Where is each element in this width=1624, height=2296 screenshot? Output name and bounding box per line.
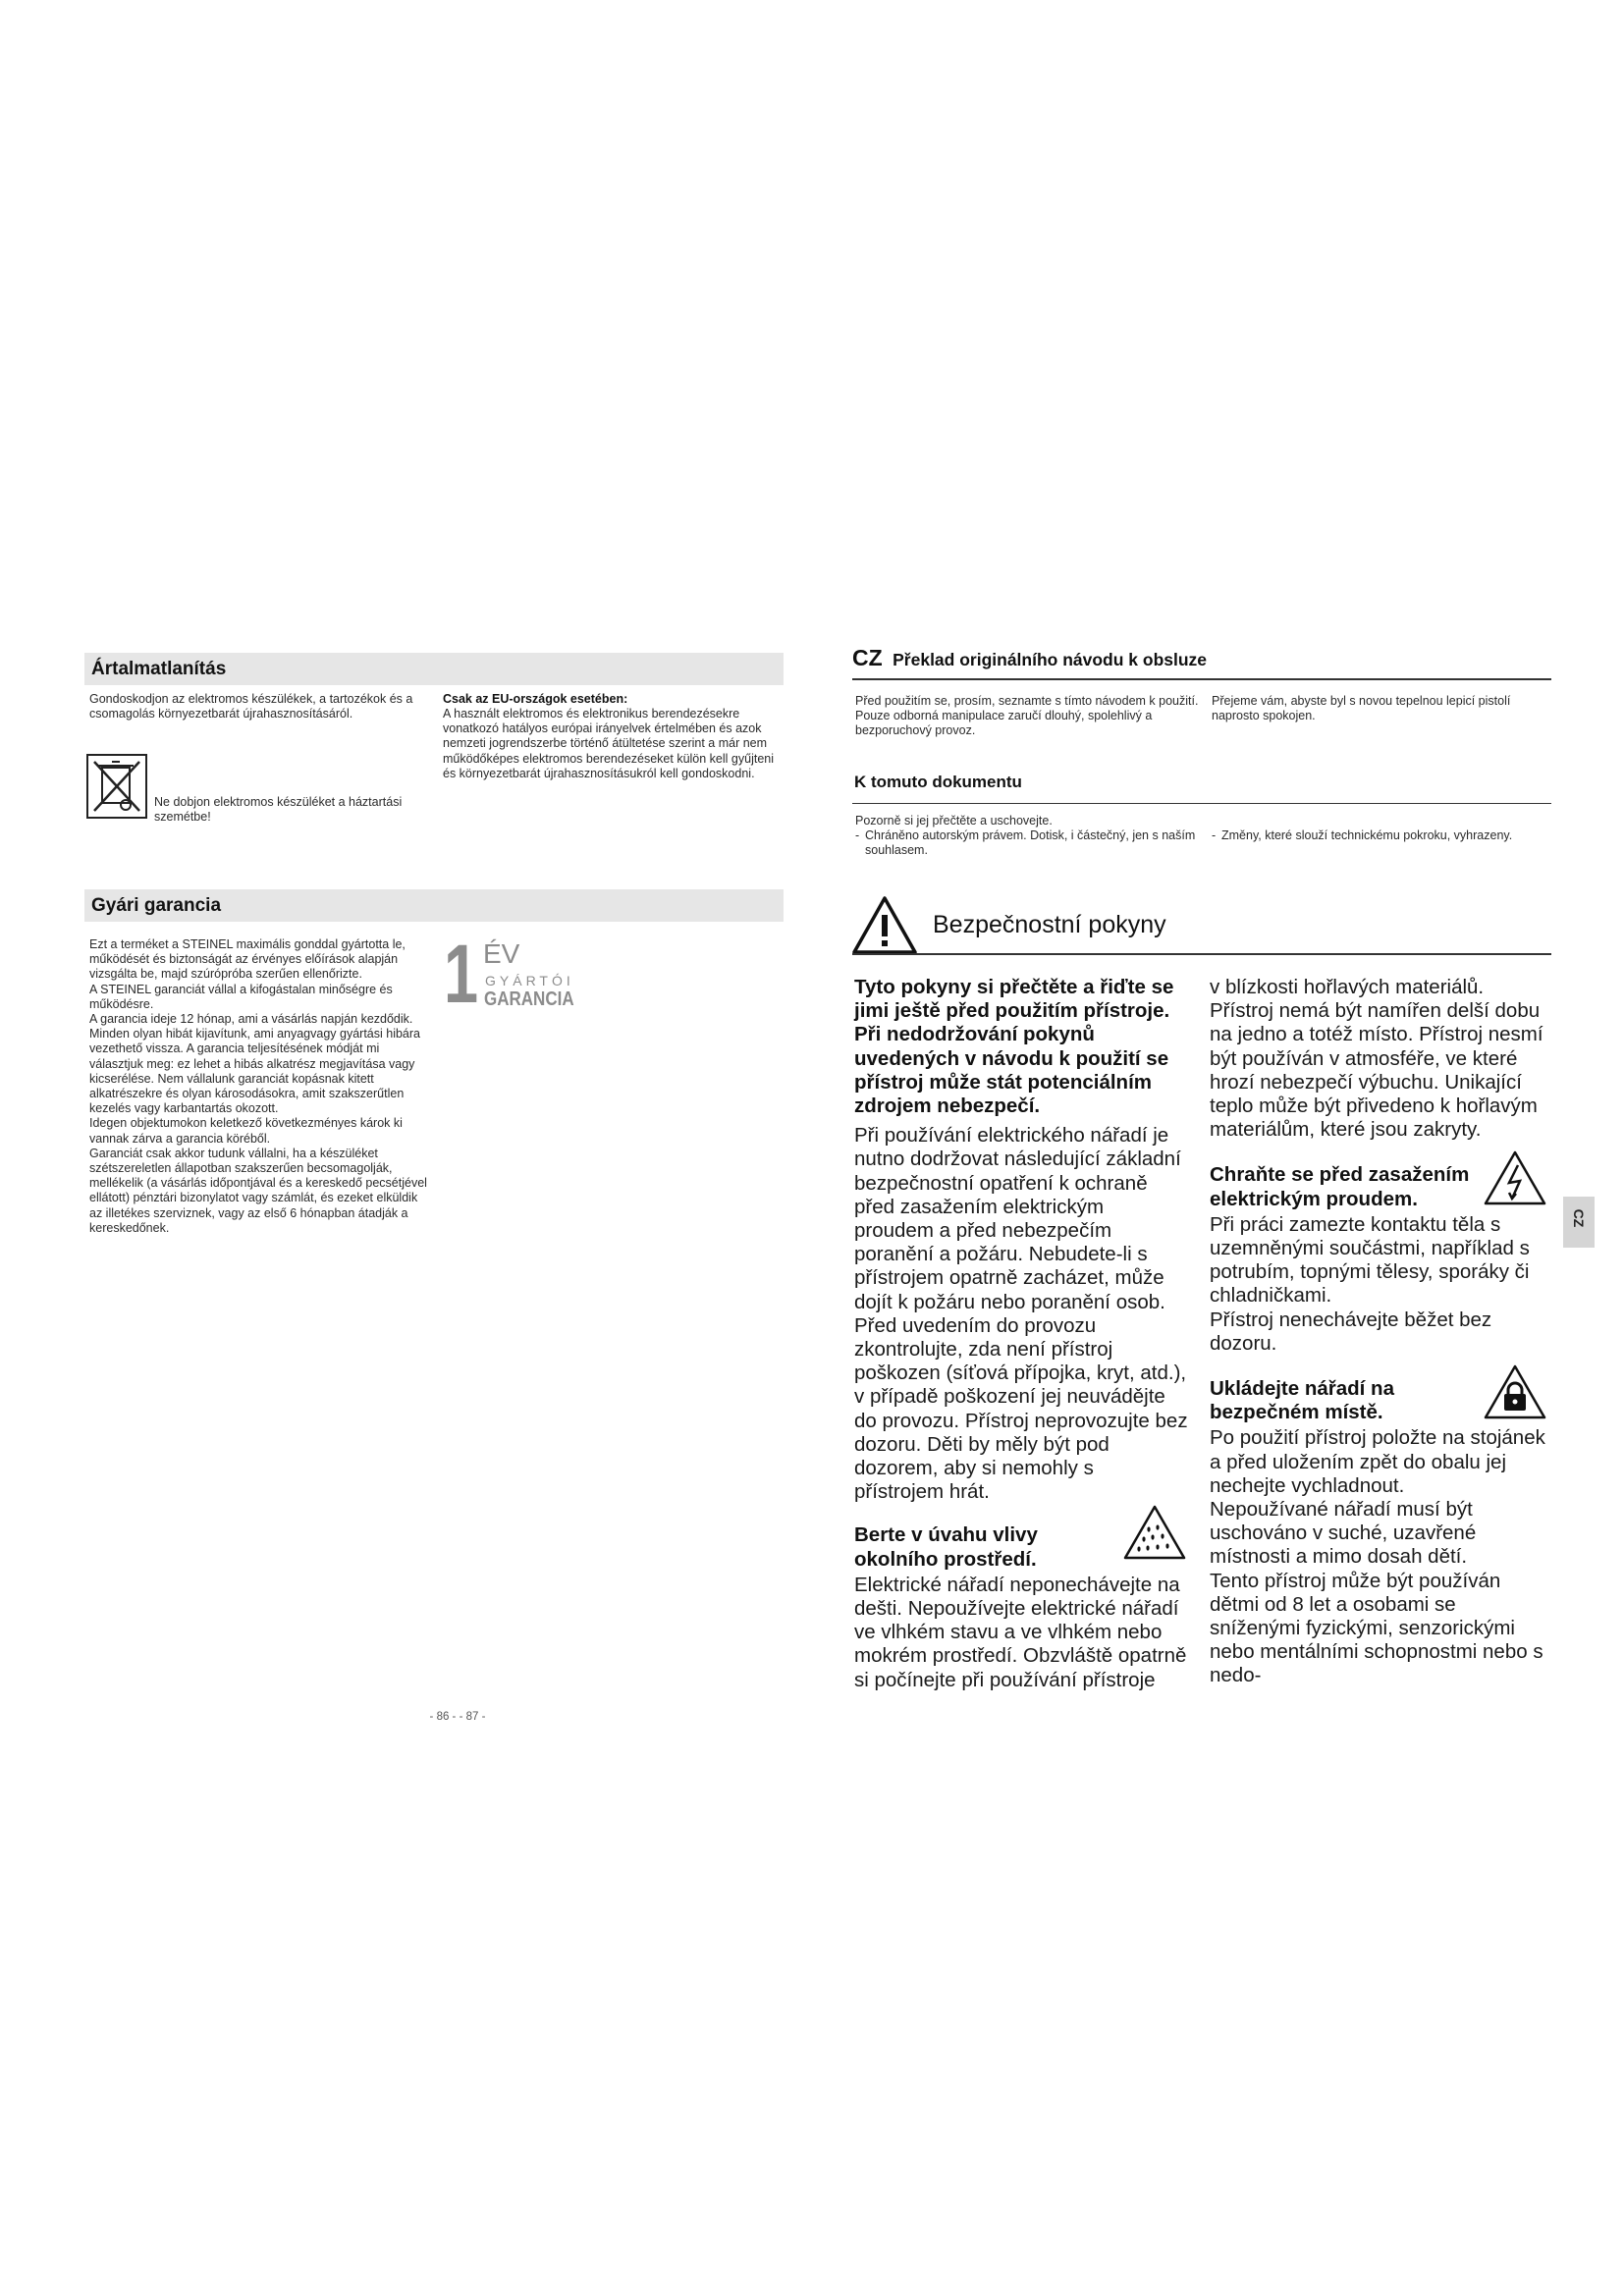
warranty-title: Gyári garancia	[91, 895, 222, 916]
safety-title: Bezpečnostní pokyny	[933, 911, 1166, 938]
safety-col-2	[1210, 976, 1551, 1688]
rain-warning-icon	[1122, 1504, 1187, 1561]
store-text-1: Po použití přístroj položte na stojánek a před uložením zpět do obalu jej nechejte vychladnout.	[1210, 1426, 1545, 1497]
safety-col-1	[854, 976, 1188, 1692]
disposal-bin-note: Ne dobjon elektromos készüléket a háztartási szemétbe!	[154, 795, 403, 825]
col2-p1: v blízkosti hořlavých materiálů. Přístroj nemá být namířen delší dobu na jedno a totéž místo. Přístroj nesmí být používán v atmosféře, ve které hrozí nebezpečí výbuchu. Unikající teplo může být přivedeno k hořlavým materiálům, které jsou zakryty.	[1210, 976, 1543, 1142]
store-text-2: Nepoužívané nářadí musí být uschováno v suché, uzavřené místnosti a mimo dosah dětí.	[1210, 1498, 1477, 1569]
side-tab-label: CZ	[1571, 1208, 1587, 1228]
safety-p2: Před uvedením do provozu zkontrolujte, zda není přístroj poškozen (síťová přípojka, kryt, atd.), v případě poškození jej neuvádějte do provozu. Přístroj neprovozujte bez dozoru. Děti by měly být pod dozorem, aby si nemohly s přístrojem hrát.	[854, 1313, 1188, 1504]
warranty-p2: A STEINEL garanciát vállal a kifogástalan minőségre és működésre.	[89, 982, 393, 1011]
disposal-title: Ártalmatlanítás	[91, 659, 227, 679]
warranty-text	[89, 937, 428, 1236]
store-title: Ukládejte nářadí na bezpečném místě.	[1210, 1377, 1394, 1424]
warranty-section-header	[84, 889, 784, 922]
disposal-section-header	[84, 653, 784, 685]
language-side-tab	[1563, 1197, 1595, 1248]
warranty-p3: A garancia ideje 12 hónap, ami a vásárlás napján kezdődik. Minden olyan hibát kijavítunk, ami anyagvagy gyártási hibára vezethető vissza. A garancia teljesítésének módját mi választjuk meg: ez lehet a hibás alkatrész megjavítása vagy kicserélése. Nem vállalunk garanciát kopásnak kitett alkatrészekre és olyan károsodásokra, amit szakszerűtlen kezelés vagy karbantartás okozott.	[89, 1012, 420, 1116]
doc-bullet-changes: - Změny, které slouží technickému pokroku, vyhrazeny.	[1212, 828, 1551, 843]
electric-shock-icon	[1483, 1149, 1547, 1206]
badge-garancia: GARANCIA	[484, 988, 574, 1010]
safety-rule	[852, 953, 1551, 955]
eu-text: A használt elektromos és elektronikus berendezésekre vonatkozó hatályos európai irányelvek értelmében és azok nemzeti jogrendszerbe történő átültetése szerint a már nem működőképes elektromos berendezéseket külön kell gyűjteni és környezetbarát újrahasznosításukról kell gondoskodni.	[443, 707, 774, 780]
lock-warning-icon	[1483, 1363, 1547, 1420]
doc-line: Pozorně si jej přečtěte a uschovejte.	[855, 814, 1053, 828]
eu-title: Csak az EU-országok esetében:	[443, 692, 628, 706]
doc-rule	[852, 803, 1551, 804]
env-block	[854, 1523, 1188, 1691]
shock-text-2: Přístroj nenechávejte běžet bez dozoru.	[1210, 1308, 1492, 1355]
intro-left: Před použitím se, prosím, seznamte s tímto návodem k použití. Pouze odborná manipulace zaručí dlouhý, spolehlivý a bezporuchový provoz.	[855, 694, 1199, 738]
badge-gyartoi: GYÁRTÓI	[485, 973, 574, 988]
manual-title: Překlad originálního návodu k obsluze	[893, 650, 1208, 669]
crossed-bin-icon	[86, 754, 147, 819]
store-text-3: Tento přístroj může být používán dětmi od 8 let a osobami se sníženými fyzickými, senzorickými nebo mentálními schopnostmi nebo s nedo-	[1210, 1569, 1543, 1687]
doc-bullets-left	[855, 828, 1201, 858]
doc-title: K tomuto dokumentu	[854, 773, 1022, 791]
lang-code: CZ	[852, 645, 883, 670]
intro-right: Přejeme vám, abyste byl s novou tepelnou lepicí pistolí naprosto spokojen.	[1212, 694, 1511, 723]
warning-triangle-icon	[851, 895, 918, 956]
cz-header	[852, 643, 1559, 672]
warranty-p4: Idegen objektumokon keletkező következményes károk ki vannak zárva a garancia köréből.	[89, 1116, 403, 1146]
safety-bold-intro: Tyto pokyny si přečtěte a řiďte se jimi ještě před použitím přístroje. Při nedodržování pokynů uvedených v návodu k použití se přístroj může stát potenciálním zdrojem nebezpečí.	[854, 976, 1174, 1118]
disposal-intro: Gondoskodjon az elektromos készülékek, a tartozékok és a csomagolás környezetbarát újrahasznosításáról.	[89, 692, 413, 721]
doc-bullets-right	[1212, 828, 1551, 843]
doc-bullet-copyright: - Chráněno autorským právem. Dotisk, i částečný, jen s naším souhlasem.	[855, 828, 1201, 858]
warranty-badge	[444, 928, 581, 1022]
cz-header-rule	[852, 678, 1551, 680]
env-title: Berte v úvahu vlivy okolního prostředí.	[854, 1523, 1038, 1571]
page-numbers: - 86 - - 87 -	[429, 1711, 486, 1723]
safety-p1: Při používání elektrického nářadí je nutno dodržovat následující základní bezpečnostní opatření k ochraně před zasažením elektrickým proudem a před nebezpečím poranění a požáru. Nebudete-li s přístrojem opatrně zacházet, může dojít k požáru nebo poranění osob.	[854, 1124, 1181, 1313]
env-text: Elektrické nářadí neponechávejte na dešti. Nepoužívejte elektrické nářadí ve vlhkém stavu a ve vlhkém nebo mokrém prostředí. Obzvláště opatrně si počínejte při používání přístroje	[854, 1573, 1187, 1691]
badge-number: 1	[444, 928, 479, 1020]
shock-block	[1210, 1163, 1551, 1356]
badge-ev: ÉV	[483, 938, 520, 969]
shock-text-1: Při práci zamezte kontaktu těla s uzemněnými součástmi, například s potrubím, topnými tělesy, sporáky či chladničkami.	[1210, 1212, 1530, 1308]
warranty-p1: Ezt a terméket a STEINEL maximális gonddal gyártotta le, működését és biztonságát az érvényes előírások alapján vizsgálta be, majd szúrópróba szerűen ellenőrizte.	[89, 937, 406, 982]
shock-title: Chraňte se před zasažením elektrickým proudem.	[1210, 1163, 1470, 1210]
warranty-p5: Garanciát csak akkor tudunk vállalni, ha a készüléket szétszereletlen állapotban szakszerűen becsomagolják, mellékelik (a vásárlás időpontjával és a kereskedő pecsétjével ellátott) pénztári bizonylatot vagy számlát, és ezeket elküldik az illetékes szerviznek, vagy az első 6 hónapban átadják a kereskedőnek.	[89, 1146, 427, 1235]
store-block	[1210, 1377, 1551, 1688]
